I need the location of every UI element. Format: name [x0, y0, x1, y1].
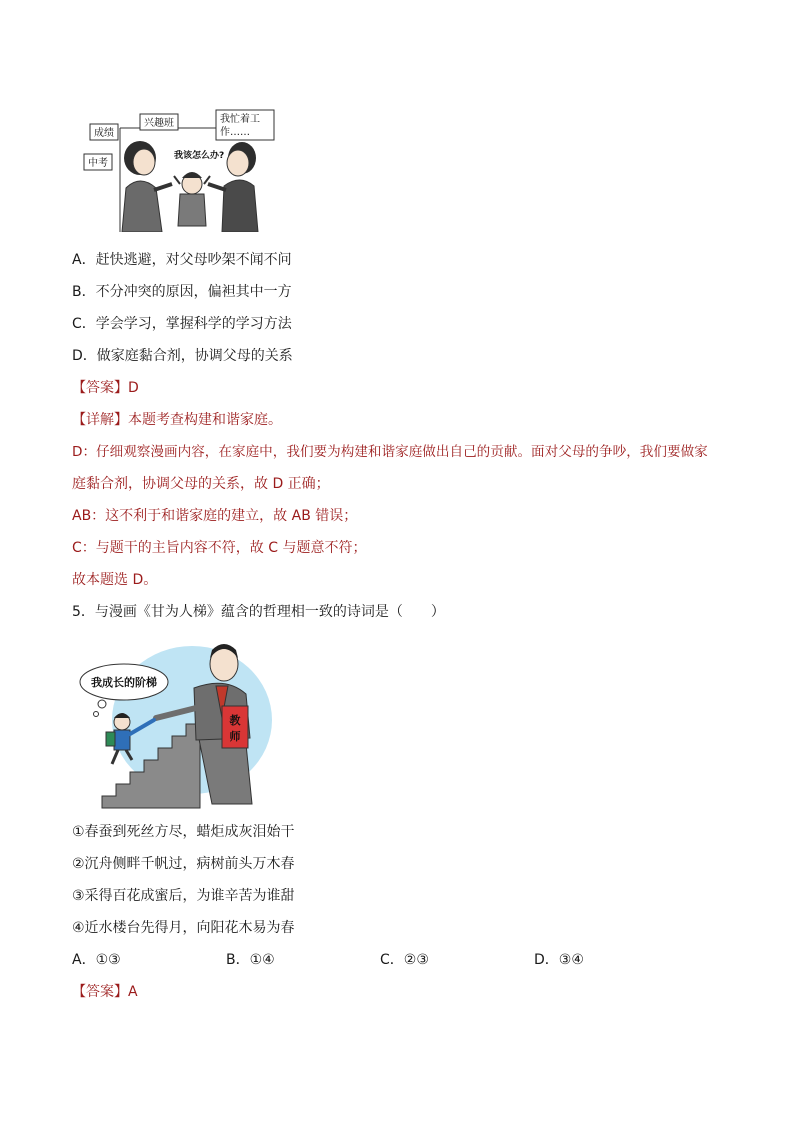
father-arm	[208, 184, 226, 190]
father-body	[222, 180, 258, 232]
q4-detail-line-5: 故本题选 D。	[72, 572, 158, 588]
q5-item-3: ③采得百花成蜜后，为谁辛苦为谁甜	[72, 888, 295, 904]
child-body	[178, 194, 206, 226]
bubble-busy-text-2: 作……	[220, 127, 250, 138]
q5-option-a: A．①③	[72, 952, 121, 968]
answer-value: D	[128, 380, 139, 396]
q4-detail-line-4: C：与题干的主旨内容不符，故 C 与题意不符；	[72, 540, 367, 556]
q5-option-b: B．①④	[226, 952, 275, 968]
bubble-exam-text: 中考	[88, 158, 108, 169]
q4-option-a: A．赶快逃避，对父母吵架不闻不问	[72, 252, 292, 268]
mother-arm	[154, 184, 172, 190]
bubble-class-text: 兴趣班	[144, 118, 174, 129]
q5-option-d: D．③④	[534, 952, 584, 968]
bubble-busy-text-1: 我忙着工	[220, 114, 260, 125]
thought-bubble-text: 我成长的阶梯	[91, 676, 157, 689]
q4-option-b: B．不分冲突的原因，偏袒其中一方	[72, 284, 292, 300]
father-face	[227, 150, 249, 176]
q4-option-d: D．做家庭黏合剂，协调父母的关系	[72, 348, 293, 364]
q5-stem: 5．与漫画《甘为人梯》蕴含的哲理相一致的诗词是（ ）	[72, 604, 445, 620]
q4-answer	[72, 378, 139, 398]
teacher-ladder-cartoon	[76, 628, 272, 812]
thought-dot-1	[98, 700, 106, 708]
q5-item-1: ①春蚕到死丝方尽，蜡炬成灰泪始干	[72, 824, 295, 840]
student-backpack	[106, 732, 115, 746]
q4-option-c: C．学会学习，掌握科学的学习方法	[72, 316, 292, 332]
q4-detail-line-2: 庭黏合剂，协调父母的关系，故 D 正确；	[72, 476, 330, 492]
mother-face	[133, 149, 155, 175]
child-question-text: 我该怎么办?	[174, 151, 225, 161]
q5-answer	[72, 982, 138, 1002]
book-text-2: 师	[229, 730, 241, 743]
answer-tag: 【答案】	[72, 984, 128, 1000]
q5-item-2: ②沉舟侧畔千帆过，病树前头万木春	[72, 856, 295, 872]
child-hair	[182, 172, 202, 178]
answer-value: A	[128, 984, 138, 1000]
q5-option-c: C．②③	[380, 952, 429, 968]
thought-dot-2	[94, 712, 99, 717]
detail-intro-text: 本题考查构建和谐家庭。	[128, 412, 282, 428]
q5-item-4: ④近水楼台先得月，向阳花木易为春	[72, 920, 295, 936]
detail-tag: 【详解】	[72, 412, 128, 428]
q4-detail-intro	[72, 410, 282, 430]
family-conflict-cartoon	[82, 108, 278, 232]
book-text-1: 教	[229, 714, 241, 727]
student-shirt	[114, 730, 130, 750]
q4-detail-line-1: D：仔细观察漫画内容，在家庭中，我们要为构建和谐家庭做出自己的贡献。面对父母的争吵，我们要做家	[72, 444, 708, 460]
bubble-grades-text: 成绩	[94, 128, 114, 139]
answer-tag: 【答案】	[72, 380, 128, 396]
q4-detail-line-3: AB：这不利于和谐家庭的建立，故 AB 错误；	[72, 508, 358, 524]
